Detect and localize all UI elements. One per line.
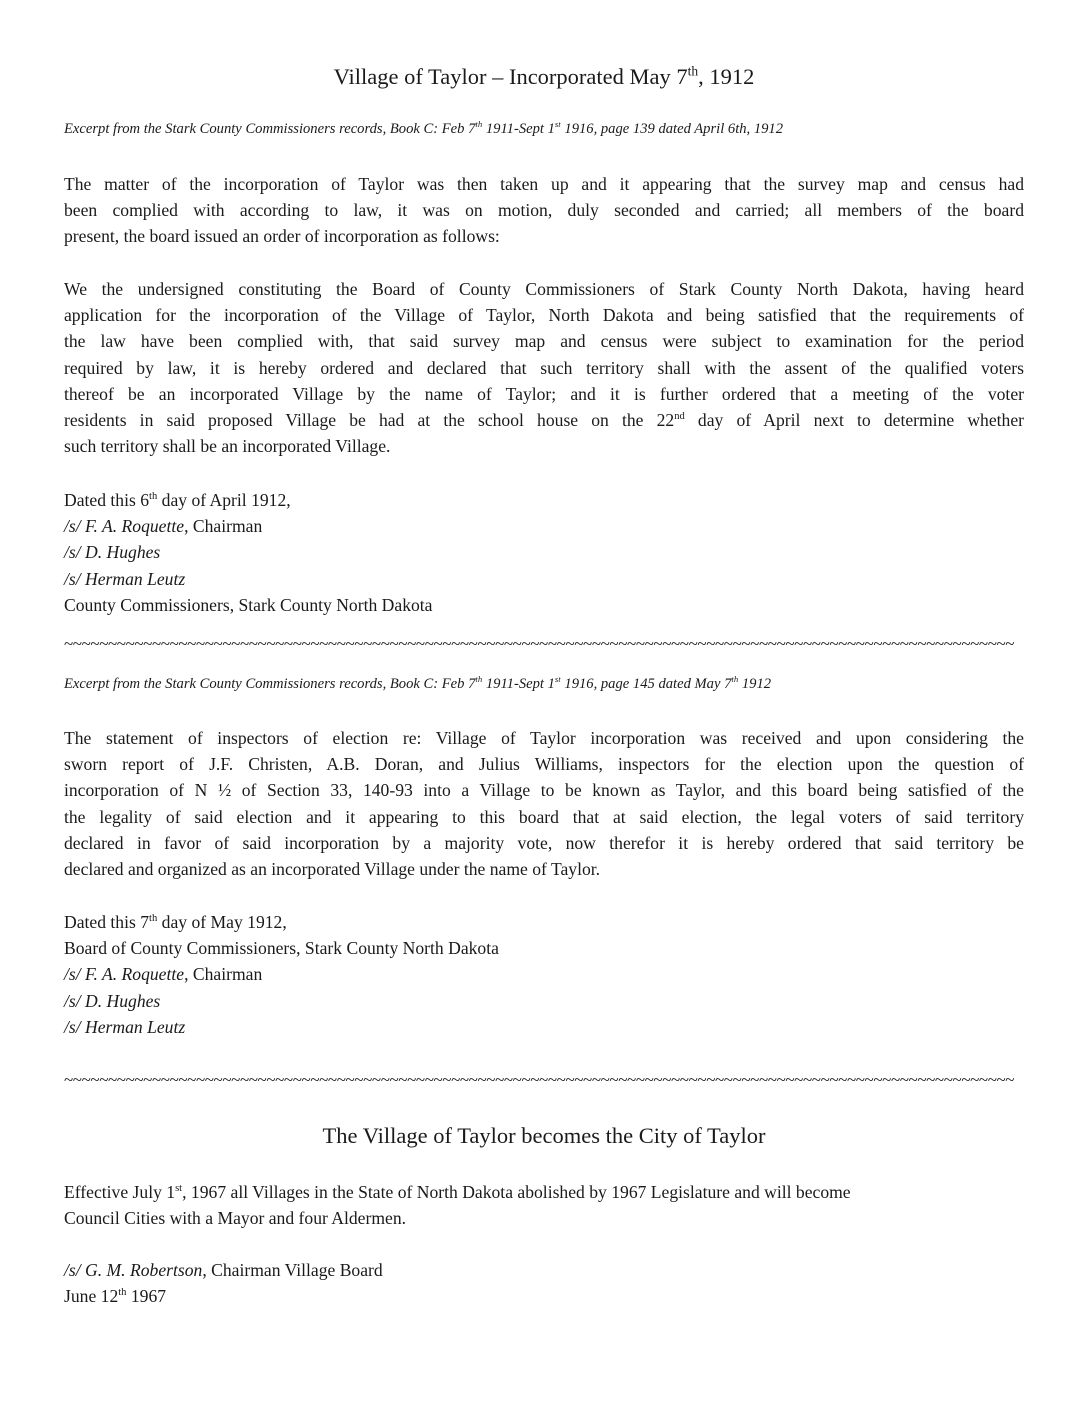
separator-2: ~~~~~~~~~~~~~~~~~~~~~~~~~~~~~~~~~~~~~~~~~~~~~~~~~~~~~~~~~~~~~~~~~~~~~~~~~~~~~~~~~~~~~~~~~~~~~~~~~~~~~~~~~~~~ (64, 1070, 1015, 1089)
signature-block-2 (64, 909, 499, 1040)
paragraph-city-change: Effective July 1st, 1967 all Villages in the State of North Dakota abolished by 1967 Legislature and will become Council Cities with a Mayor and four Aldermen. (64, 1182, 851, 1229)
section-title-city: The Village of Taylor becomes the City of Taylor (322, 1123, 766, 1148)
paragraph-election-statement: The statement of inspectors of election re: Village of Taylor incorporation was received and upon considering the sworn report of J.F. Christen, A.B. Doran, and Julius Williams, inspectors for the election upon the question of incorporation of N ½ of Section 33, 140-93 into a Village to be known as Taylor, and this board being satisfied of the the legality of said election and it appearing to this board that at said election, the legal voters of said territory declared in favor of said incorporation by a majority vote, now therefor it is hereby ordered that said territory be declared and organized as an incorporated Village under the name of Taylor. (64, 728, 1024, 880)
signature-leutz-1: /s/ Herman Leutz (64, 568, 186, 589)
signature-leutz-2: /s/ Herman Leutz (64, 1016, 186, 1037)
signature-roquette-1: /s/ F. A. Roquette, Chairman (64, 516, 263, 537)
excerpt-citation-1: Excerpt from the Stark County Commissioners records, Book C: Feb 7th 1911-Sept 1st 1916, page 139 dated April 6th, 1912 (64, 119, 784, 137)
signature-block-3 (64, 1257, 383, 1309)
signature-hughes-2: /s/ D. Hughes (64, 990, 161, 1011)
paragraph-order-of-incorporation: We the undersigned constituting the Board of County Commissioners of Stark County North Dakota, having heard application for the incorporation of the Village of Taylor, North Dakota and being satisfied that the requirements of the law have been complied with, that said survey map and census were subject to examination for the period required by law, it is hereby ordered and declared that such territory shall with the assent of the qualified voters thereof be an incorporated Village by the name of Taylor; and it is further ordered that a meeting of the voter residents in said proposed Village be had at the school house on the 22nd day of April next to determine whether such territory shall be an incorporated Village. (64, 279, 1024, 457)
signature-date: June 12th 1967 (64, 1286, 167, 1307)
dated-line-2: Dated this 7th day of May 1912, (64, 912, 287, 932)
signature-roquette-2: /s/ F. A. Roquette, Chairman (64, 964, 263, 985)
signature-block-1 (64, 487, 432, 618)
signature-robertson: /s/ G. M. Robertson, Chairman Village Board (64, 1260, 383, 1280)
paragraph-incorporation-matter: The matter of the incorporation of Taylor was then taken up and it appearing that the survey map and census had been complied with according to law, it was on motion, duly seconded and carried; all members of the board present, the board issued an order of incorporation as follows: (64, 174, 1024, 247)
signature-hughes-1: /s/ D. Hughes (64, 542, 161, 563)
dated-line-1: Dated this 6th day of April 1912, (64, 490, 291, 510)
excerpt-citation-2: Excerpt from the Stark County Commissioners records, Book C: Feb 7th 1911-Sept 1st 1916, page 145 dated May 7th 1912 (64, 674, 772, 692)
separator-1: ~~~~~~~~~~~~~~~~~~~~~~~~~~~~~~~~~~~~~~~~~~~~~~~~~~~~~~~~~~~~~~~~~~~~~~~~~~~~~~~~~~~~~~~~~~~~~~~~~~~~~~~~~~~~ (64, 634, 1015, 653)
closing-commissioners: County Commissioners, Stark County North Dakota (64, 594, 433, 615)
board-line: Board of County Commissioners, Stark County North Dakota (64, 938, 499, 959)
page-title: Village of Taylor – Incorporated May 7th, 1912 (333, 63, 755, 89)
